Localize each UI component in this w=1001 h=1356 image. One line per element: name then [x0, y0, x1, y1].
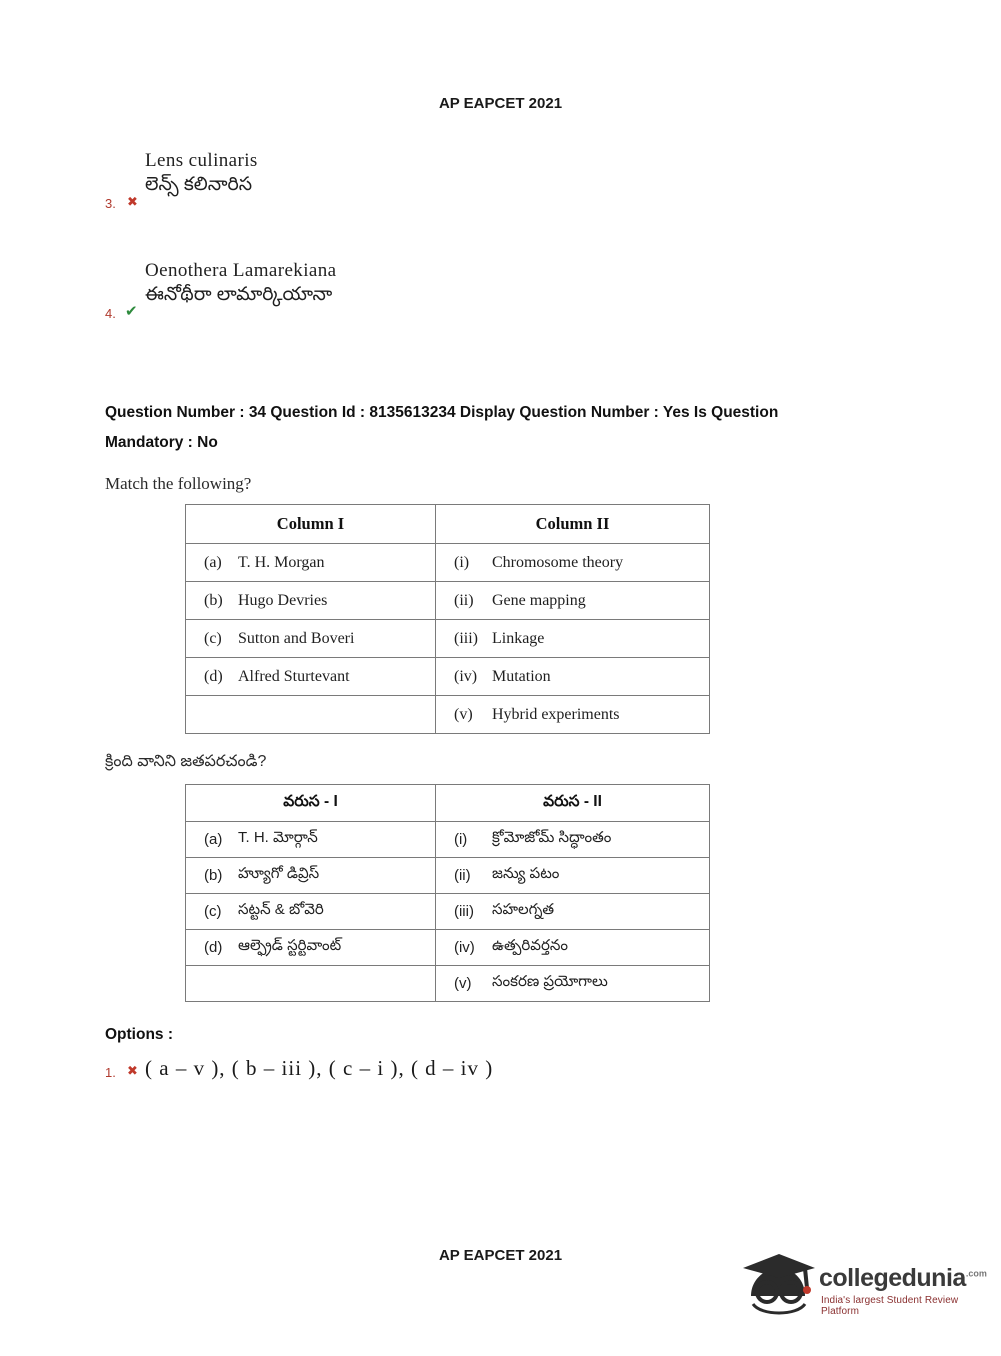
wrong-mark-icon: ✖: [127, 1063, 138, 1079]
row-tag: (c): [204, 629, 222, 647]
option-telugu-name: ఈనోథీరా లామార్కియానా: [145, 284, 333, 305]
table-cell-right: [435, 966, 709, 1002]
column-header-1: Column I: [186, 505, 436, 544]
row-text: T. H. Morgan: [238, 553, 325, 571]
column-header-2: వరుస - II: [435, 785, 709, 822]
option-latin-name: Lens culinaris: [145, 150, 258, 171]
row-tag: (iv): [453, 667, 478, 685]
table-cell-left: [186, 620, 436, 658]
table-row: [186, 696, 710, 734]
row-text: హ్యూగో డివ్రిస్: [238, 865, 320, 883]
page-content: [105, 150, 911, 1086]
row-tag: (d): [204, 939, 223, 957]
table-header-row: [186, 785, 710, 822]
row-text: ఆల్ఫ్రెడ్ స్టర్టివాంట్: [238, 937, 342, 955]
previous-option-4: [105, 260, 911, 321]
option-latin-name: Oenothera Lamarekiana: [145, 260, 337, 281]
watermark-brand-name: collegedunia: [819, 1264, 966, 1292]
row-text: సట్టన్ & బోవెరి: [238, 901, 324, 919]
row-text: Mutation: [491, 667, 551, 685]
row-text: Sutton and Boveri: [238, 629, 355, 647]
row-tag: (iv): [453, 939, 475, 957]
table-cell-left: [186, 858, 436, 894]
correct-mark-icon: ✔: [125, 303, 138, 320]
table-row: [186, 930, 710, 966]
question-meta: [105, 398, 911, 458]
row-tag: (ii): [453, 867, 471, 885]
question-prompt-english: Match the following?: [105, 474, 252, 494]
column-header-2: Column II: [435, 505, 709, 544]
option-number: 1.: [105, 1065, 116, 1081]
table-cell-right: [435, 822, 709, 858]
table-cell-right: [435, 620, 709, 658]
table-row: [186, 544, 710, 582]
watermark-tagline: India's largest Student Review Platform: [821, 1295, 959, 1317]
row-text: Hybrid experiments: [491, 705, 620, 723]
option-number: 3.: [105, 196, 116, 211]
row-tag: (i): [453, 553, 470, 571]
table-header-row: [186, 505, 710, 544]
option-telugu-name: లెన్స్ కలినారిస: [145, 174, 253, 195]
table-row: [186, 966, 710, 1002]
row-text: ఉత్పరివర్తనం: [491, 937, 568, 955]
table-row: [186, 658, 710, 696]
row-text: Alfred Sturtevant: [238, 667, 350, 685]
question-meta-line-2: Mandatory : No: [105, 434, 218, 452]
option-text: ( a – v ), ( b – iii ), ( c – i ), ( d – iv ): [145, 1056, 494, 1081]
row-text: Hugo Devries: [238, 591, 328, 609]
table-cell-left: [186, 822, 436, 858]
table-cell-right: [435, 658, 709, 696]
row-text: సహలగ్నత: [491, 901, 555, 919]
row-text: T. H. మోర్గాన్: [238, 829, 318, 847]
collegedunia-watermark: [733, 1244, 987, 1330]
table-row: [186, 822, 710, 858]
watermark-brand-sup: .com: [965, 1268, 987, 1279]
table-cell-right: [435, 930, 709, 966]
table-row: [186, 620, 710, 658]
row-tag: (i): [453, 831, 468, 849]
previous-option-3: [105, 150, 911, 211]
table-cell-right: [435, 544, 709, 582]
table-cell-left: [186, 966, 436, 1002]
match-table-telugu: [185, 784, 710, 1002]
table-cell-left: [186, 930, 436, 966]
row-tag: (v): [453, 975, 472, 993]
question-meta-line-1: Question Number : 34 Question Id : 8135613234 Display Question Number : Yes Is Question: [105, 404, 779, 421]
watermark-brand: [819, 1264, 987, 1293]
row-tag: (b): [204, 591, 223, 609]
page-header: AP EAPCET 2021: [438, 95, 563, 112]
option-number: 4.: [105, 306, 116, 321]
table-cell-left: [186, 544, 436, 582]
match-table-english: [185, 504, 710, 734]
table-row: [186, 858, 710, 894]
row-tag: (ii): [453, 591, 474, 609]
row-text: సంకరణ ప్రయోగాలు: [491, 973, 608, 991]
table-row: [186, 582, 710, 620]
table-cell-right: [435, 858, 709, 894]
answer-option-1: [105, 1056, 911, 1086]
row-text: జన్యు పటం: [491, 865, 560, 883]
row-text: Gene mapping: [491, 591, 586, 609]
table-cell-left: [186, 582, 436, 620]
row-tag: (c): [204, 903, 222, 921]
table-cell-right: [435, 696, 709, 734]
table-cell-right: [435, 894, 709, 930]
row-tag: (iii): [453, 903, 474, 921]
wrong-mark-icon: ✖: [127, 194, 138, 209]
table-cell-right: [435, 582, 709, 620]
page-footer: AP EAPCET 2021: [438, 1247, 563, 1264]
table-cell-left: [186, 894, 436, 930]
question-prompt-telugu: క్రింది వానిని జతపరచండి?: [105, 753, 267, 771]
row-text: Linkage: [491, 629, 545, 647]
table-cell-left: [186, 696, 436, 734]
table-cell-left: [186, 658, 436, 696]
row-text: Chromosome theory: [491, 553, 624, 571]
row-tag: (v): [453, 705, 473, 723]
row-text: క్రోమోజోమ్ సిద్ధాంతం: [491, 829, 612, 847]
row-tag: (iii): [453, 629, 478, 647]
row-tag: (a): [204, 831, 223, 849]
options-label: Options :: [105, 1026, 174, 1044]
row-tag: (b): [204, 867, 223, 885]
row-tag: (a): [204, 553, 222, 571]
row-tag: (d): [204, 667, 223, 685]
column-header-1: వరుస - I: [186, 785, 436, 822]
table-row: [186, 894, 710, 930]
